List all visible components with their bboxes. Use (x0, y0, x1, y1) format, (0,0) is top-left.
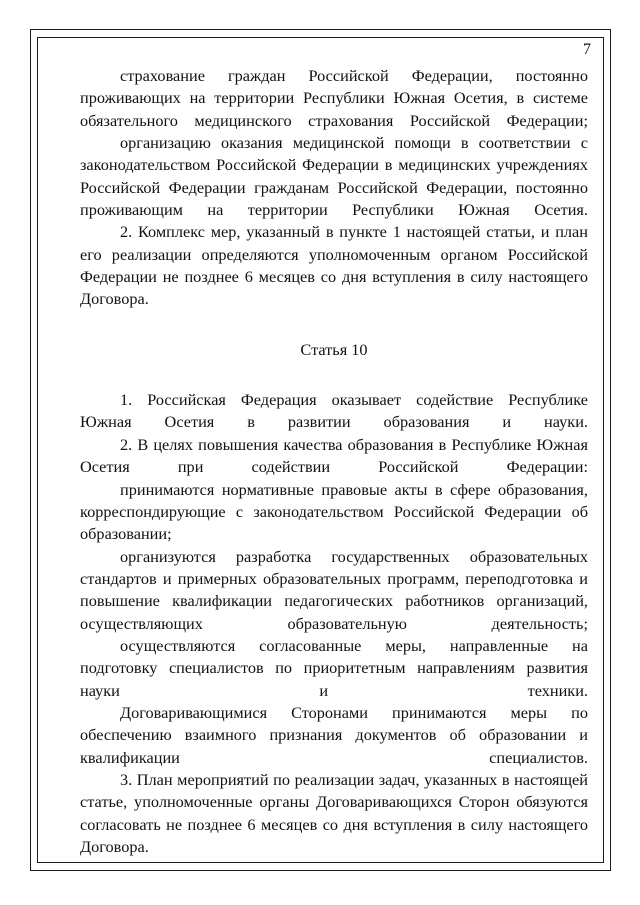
paragraph-standards: организуются разработка государственных образовательных стандартов и примерных образовательных программ, переподготовка и повышение квалификации педагогических работников организаций, осуществляющих образовательную деятельность; (80, 546, 588, 633)
document-body (80, 65, 588, 858)
paragraph-action-plan: 3. План мероприятий по реализации задач, указанных в настоящей статье, уполномоченные органы Договаривающихся Сторон обязуются согласовать не позднее 6 месяцев со дня вступления в силу настоящего Договора. (80, 769, 588, 856)
paragraph-measures-plan: 2. Комплекс мер, указанный в пункте 1 настоящей статьи, и план его реализации определяются уполномоченным органом Российской Федерации не позднее 6 месяцев со дня вступления в силу настоящего Договора. (80, 222, 588, 309)
paragraph-medical-care: организацию оказания медицинской помощи в соответствии с законодательством Российской Федерации в медицинских учреждениях Российской Федерации гражданам Российской Федерации, постоянно проживающим на территории Республики Южная Осетия. (80, 133, 588, 220)
paragraph-education-support: 1. Российская Федерация оказывает содействие Республике Южная Осетия в развитии образования и науки. (80, 390, 588, 432)
paragraph-insurance: страхование граждан Российской Федерации, постоянно проживающих на территории Республики Южная Осетия, в системе обязательного медицинского страхования Российской Федерации; (80, 66, 588, 130)
article-heading: Статья 10 (300, 339, 368, 359)
paragraph-recognition: Договаривающимися Сторонами принимаются меры по обеспечению взаимного признания документов об образовании и квалификации специалистов. (80, 702, 588, 767)
paragraph-quality-goals: 2. В целях повышения качества образования в Республике Южная Осетия при содействии Российской Федерации: (80, 434, 588, 477)
paragraph-legal-acts: принимаются нормативные правовые акты в сфере образования, корреспондирующие с законодательством Российской Федерации об образовании; (80, 479, 588, 544)
page-number: 7 (583, 41, 591, 58)
paragraph-specialists: осуществляются согласованные меры, направленные на подготовку специалистов по приоритетным направлениям развития науки и техники. (80, 635, 588, 700)
